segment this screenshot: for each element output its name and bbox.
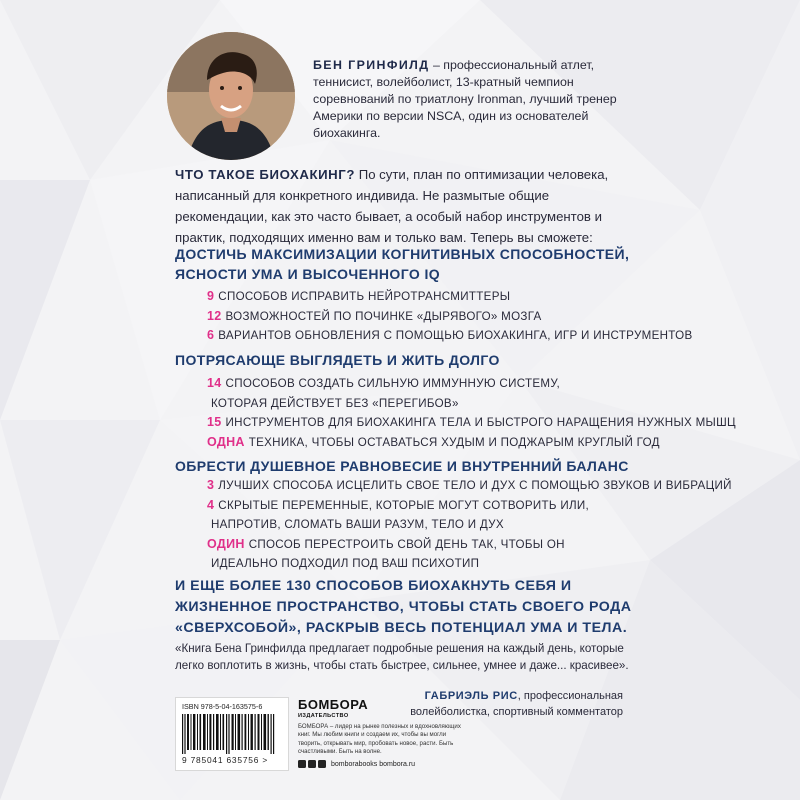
author-name: БЕН ГРИНФИЛД <box>313 58 430 72</box>
item-number: 12 <box>207 308 222 323</box>
list-item <box>207 515 647 535</box>
item-number: ОДИН <box>207 536 245 551</box>
item-number: 4 <box>207 497 215 512</box>
item-number: 9 <box>207 289 215 303</box>
barcode-icon <box>182 714 280 754</box>
list-item <box>207 535 647 555</box>
list-item <box>207 374 647 394</box>
quote-author-role: , профессиональная волейболистка, спортивный комментатор <box>410 690 623 718</box>
item-text: СПОСОБ ПЕРЕСТРОИТЬ СВОЙ ДЕНЬ ТАК, ЧТОБЫ ОН <box>248 537 565 551</box>
section-list-balance <box>207 476 732 574</box>
section-list-longevity <box>207 374 736 452</box>
item-text: КОТОРАЯ ДЕЙСТВУЕТ БЕЗ «ПЕРЕГИБОВ» <box>211 396 459 410</box>
vk-icon <box>308 760 316 768</box>
facebook-icon <box>298 760 306 768</box>
item-text: ЛУЧШИХ СПОСОБА ИСЦЕЛИТЬ СВОЕ ТЕЛО И ДУХ С ПОМОЩЬЮ ЗВУКОВ И ВИБРАЦИЙ <box>218 479 732 492</box>
item-text: ВАРИАНТОВ ОБНОВЛЕНИЯ С ПОМОЩЬЮ БИОХАКИНГА, ИГР И ИНСТРУМЕНТОВ <box>218 329 693 342</box>
review-quote: «Книга Бена Гринфилда предлагает подробные решения на каждый день, которые легко воплотить в жизнь, чтобы стать быстрее, сильнее, умнее и даже... красивее». <box>175 642 629 672</box>
list-item <box>207 433 660 453</box>
item-text: СПОСОБОВ ИСПРАВИТЬ НЕЙРОТРАНСМИТТЕРЫ <box>218 290 511 303</box>
item-text: ИНСТРУМЕНТОВ ДЛЯ БИОХАКИНГА ТЕЛА И БЫСТРОГО НАРАЩЕНИЯ НУЖНЫХ МЫШЦ <box>225 416 736 429</box>
section-title-balance: ОБРЕСТИ ДУШЕВНОЕ РАВНОВЕСИЕ И ВНУТРЕННИЙ БАЛАНС <box>175 458 629 474</box>
isbn-barcode-box <box>175 697 289 771</box>
publisher-subtitle: ИЗДАТЕЛЬСТВО <box>298 713 349 719</box>
list-item <box>207 287 647 307</box>
item-text: НАПРОТИВ, СЛОМАТЬ ВАШИ РАЗУМ, ТЕЛО И ДУХ <box>211 518 504 531</box>
list-item <box>207 326 693 346</box>
intro-lead: ЧТО ТАКОЕ БИОХАКИНГ? <box>175 167 356 182</box>
item-text: СПОСОБОВ СОЗДАТЬ СИЛЬНУЮ ИММУННУЮ СИСТЕМУ, <box>225 377 561 390</box>
section-title-cognitive: ДОСТИЧЬ МАКСИМИЗАЦИИ КОГНИТИВНЫХ СПОСОБНОСТЕЙ, ЯСНОСТИ УМА И ВЫСОЧЕННОГО IQ <box>175 246 630 282</box>
item-number: ОДНА <box>207 434 245 449</box>
list-item <box>207 394 647 414</box>
list-item <box>207 554 647 574</box>
item-number: 6 <box>207 328 215 342</box>
closing-statement: И ЕЩЕ БОЛЕЕ 130 СПОСОБОВ БИОХАКНУТЬ СЕБЯ И ЖИЗНЕННОЕ ПРОСТРАНСТВО, ЧТОБЫ СТАТЬ СВОЕГО РОДА «СВЕРХСОБОЙ», РАСКРЫВ ВЕСЬ ПОТЕНЦИАЛ УМА И ТЕЛА. <box>175 578 632 636</box>
list-item <box>207 496 647 516</box>
intro-text: По сути, план по оптимизации человека, написанный для конкретного индивида. Не размытые общие рекомендации, как это часто бывает, а особый набор инструментов и практик, подходящих именно вам и только вам. Теперь вы сможете: <box>175 167 609 245</box>
publisher-social-links: bomborabooks bombora.ru <box>331 760 416 768</box>
list-item <box>207 413 736 433</box>
publisher-logo: БОМБОРА <box>298 697 369 712</box>
author-bio <box>313 57 633 142</box>
quote-author-name: ГАБРИЭЛЬ РИС <box>424 690 518 702</box>
item-number: 3 <box>207 478 215 492</box>
list-item <box>207 307 647 327</box>
item-number: 15 <box>207 415 222 429</box>
item-text: ИДЕАЛЬНО ПОДХОДИЛ ПОД ВАШ ПСИХОТИП <box>211 557 480 570</box>
item-number: 14 <box>207 376 222 390</box>
barcode-digits: 9 785041 635756 > <box>182 755 269 765</box>
author-photo <box>167 32 295 160</box>
section-list-cognitive <box>207 287 693 346</box>
publisher-description: БОМБОРА – лидер на рынке полезных и вдохновляющих книг. Мы любим книги и создаем их, чтобы вы могли творить, открывать мир, пробовать новое, расти. Быть счастливыми. Быть на волне. <box>298 723 461 755</box>
list-item <box>207 476 732 496</box>
author-bio-text: – профессиональный атлет, теннисист, волейболист, 13-кратный чемпион соревнований по триатлону Ironman, лучший тренер Америки по версии NSCA, один из основателей биохакинга. <box>313 58 617 140</box>
item-text: ВОЗМОЖНОСТЕЙ ПО ПОЧИНКЕ «ДЫРЯВОГО» МОЗГА <box>225 309 542 323</box>
item-text: СКРЫТЫЕ ПЕРЕМЕННЫЕ, КОТОРЫЕ МОГУТ СОТВОРИТЬ ИЛИ, <box>218 498 590 512</box>
item-text: ТЕХНИКА, ЧТОБЫ ОСТАВАТЬСЯ ХУДЫМ И ПОДЖАРЫМ КРУГЛЫЙ ГОД <box>248 435 660 449</box>
isbn-number: ISBN 978-5-04-163575-6 <box>182 702 263 711</box>
intro-paragraph <box>175 164 630 248</box>
quote-attribution <box>405 688 623 720</box>
publisher-social <box>298 759 415 769</box>
section-title-longevity: ПОТРЯСАЮЩЕ ВЫГЛЯДЕТЬ И ЖИТЬ ДОЛГО <box>175 352 500 368</box>
instagram-icon <box>318 760 326 768</box>
